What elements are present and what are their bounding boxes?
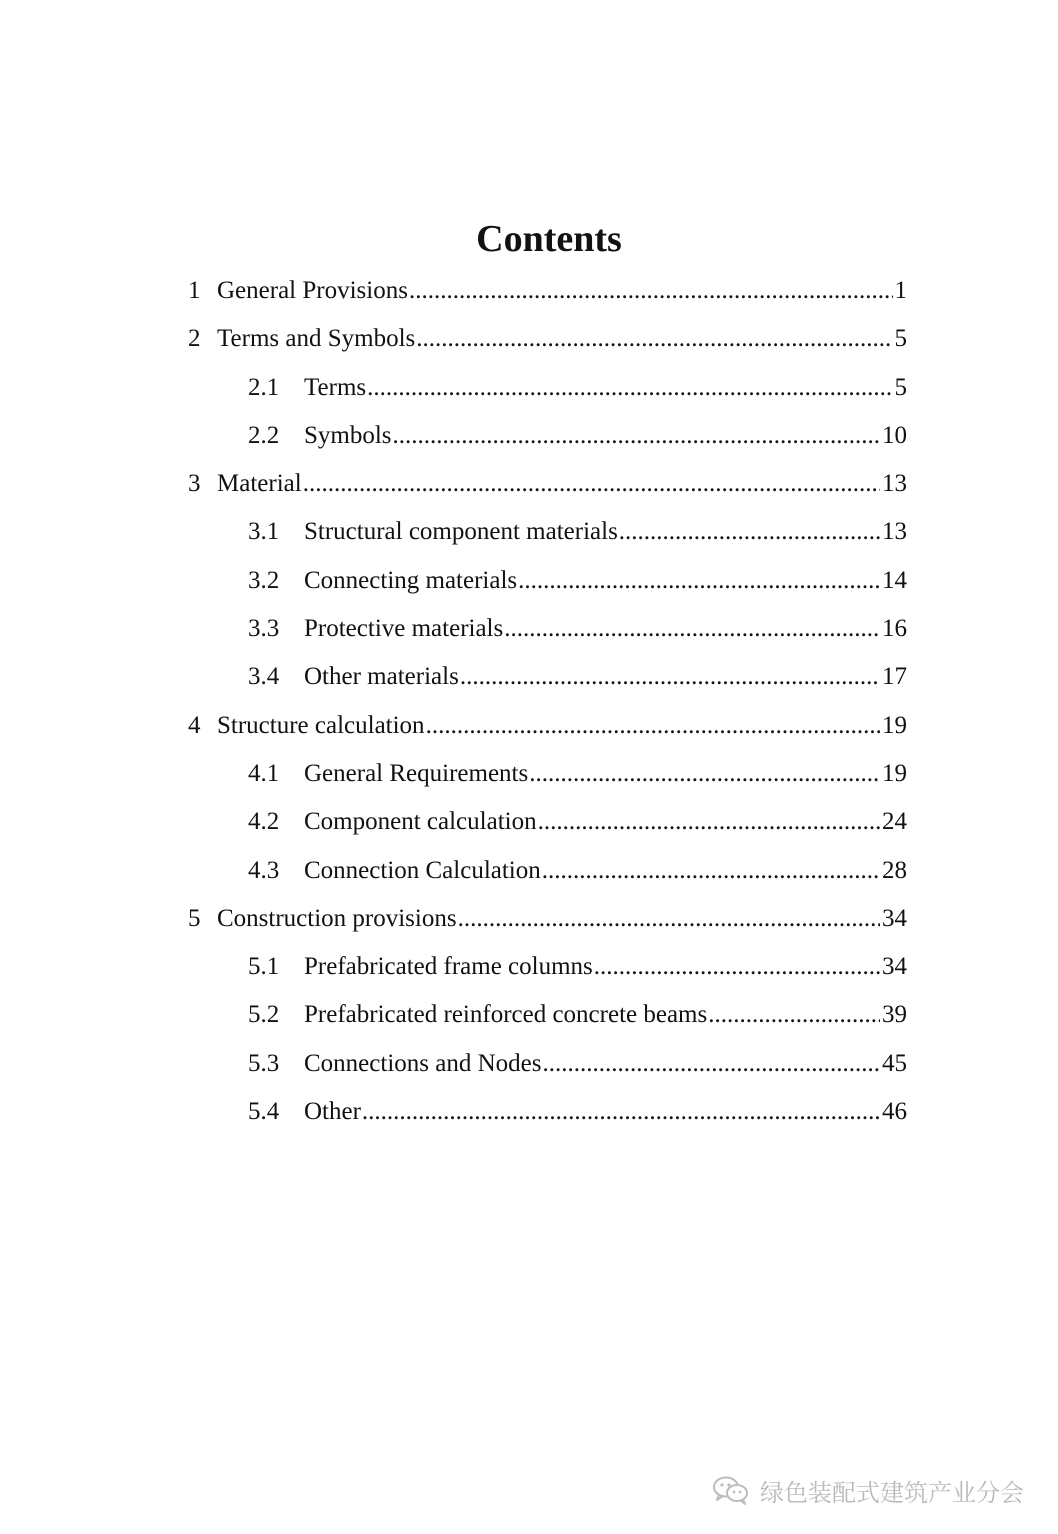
- toc-entry-page: 45: [882, 1049, 907, 1077]
- toc-entry-number: 4.1: [248, 759, 280, 787]
- toc-entry-number: 4: [188, 711, 201, 739]
- table-of-contents: [188, 267, 907, 1136]
- toc-entry-page: 13: [882, 518, 907, 546]
- toc-entry-page: 19: [882, 711, 907, 739]
- toc-entry-number: 3.1: [248, 518, 280, 546]
- toc-entry[interactable]: [188, 460, 907, 508]
- dot-leader: [362, 1088, 880, 1136]
- toc-entry-page: 14: [882, 566, 907, 594]
- toc-entry[interactable]: [188, 750, 907, 798]
- toc-entry-page: 46: [882, 1098, 907, 1126]
- toc-entry[interactable]: [188, 1088, 907, 1136]
- dot-leader: [409, 267, 893, 315]
- toc-entry-number: 2.2: [248, 421, 280, 449]
- toc-entry-page: 13: [882, 470, 907, 498]
- toc-entry[interactable]: [188, 653, 907, 701]
- toc-entry[interactable]: [188, 895, 907, 943]
- dot-leader: [542, 847, 880, 895]
- toc-entry-title: General Requirements: [304, 759, 529, 787]
- toc-entry-number: 5.2: [248, 1001, 280, 1029]
- dot-leader: [538, 798, 880, 846]
- toc-entry-title: Structural component materials: [304, 518, 618, 546]
- dot-leader: [542, 1040, 880, 1088]
- toc-entry-title: Other: [304, 1098, 361, 1126]
- toc-entry-page: 39: [882, 1001, 907, 1029]
- toc-entry-page: 28: [882, 856, 907, 884]
- toc-entry-number: 4.2: [248, 808, 280, 836]
- toc-entry-title: Component calculation: [304, 808, 537, 836]
- toc-entry-number: 5.3: [248, 1049, 280, 1077]
- dot-leader: [594, 943, 880, 991]
- dot-leader: [518, 557, 880, 605]
- toc-entry-title: Protective materials: [304, 615, 504, 643]
- dot-leader: [303, 460, 880, 508]
- page-title: Contents: [476, 218, 622, 261]
- toc-entry-page: 5: [894, 373, 907, 401]
- toc-entry-page: 24: [882, 808, 907, 836]
- toc-entry-title: General Provisions: [217, 277, 408, 304]
- toc-entry-number: 3.4: [248, 663, 280, 691]
- toc-entry-title: Other materials: [304, 663, 459, 691]
- toc-entry-number: 5: [188, 904, 201, 932]
- toc-entry-number: 4.3: [248, 856, 280, 884]
- toc-entry-number: 5.4: [248, 1098, 280, 1126]
- toc-entry[interactable]: [188, 847, 907, 895]
- dot-leader: [393, 412, 880, 460]
- toc-entry[interactable]: [188, 508, 907, 556]
- toc-entry[interactable]: [188, 702, 907, 750]
- dot-leader: [426, 702, 880, 750]
- toc-entry-title: Terms and Symbols: [217, 325, 416, 353]
- toc-entry-number: 3.2: [248, 566, 280, 594]
- watermark-text: 绿色装配式建筑产业分会: [760, 1478, 1024, 1507]
- dot-leader: [708, 991, 880, 1039]
- toc-entry[interactable]: [188, 557, 907, 605]
- toc-entry[interactable]: [188, 1040, 907, 1088]
- toc-entry-number: 5.1: [248, 953, 280, 981]
- toc-entry-title: Structure calculation: [217, 711, 425, 739]
- toc-entry-title: Material: [217, 470, 302, 498]
- toc-entry-page: 16: [882, 615, 907, 643]
- toc-entry-page: 17: [882, 663, 907, 691]
- toc-entry-number: 2: [188, 325, 201, 353]
- toc-entry-page: 10: [882, 421, 907, 449]
- toc-entry-title: Terms: [304, 373, 367, 401]
- toc-entry[interactable]: [188, 267, 907, 315]
- toc-entry-page: 1: [894, 277, 907, 304]
- toc-entry-title: Construction provisions: [217, 904, 457, 932]
- toc-entry-number: 2.1: [248, 373, 280, 401]
- toc-entry-title: Connection Calculation: [304, 856, 541, 884]
- toc-entry-title: Connecting materials: [304, 566, 518, 594]
- dot-leader: [529, 750, 880, 798]
- toc-entry-page: 34: [882, 953, 907, 981]
- toc-entry[interactable]: [188, 364, 907, 412]
- toc-entry-number: 3: [188, 470, 201, 498]
- toc-entry-page: 5: [894, 325, 907, 353]
- toc-entry-title: Prefabricated frame columns: [304, 953, 593, 981]
- dot-leader: [458, 895, 880, 943]
- dot-leader: [460, 653, 880, 701]
- toc-entry[interactable]: [188, 991, 907, 1039]
- toc-entry-page: 34: [882, 904, 907, 932]
- dot-leader: [416, 315, 892, 363]
- wechat-icon: [712, 1474, 750, 1506]
- dot-leader: [504, 605, 880, 653]
- toc-entry[interactable]: [188, 315, 907, 363]
- toc-entry-title: Symbols: [304, 421, 392, 449]
- toc-entry-number: 1: [188, 277, 201, 304]
- toc-entry[interactable]: [188, 798, 907, 846]
- toc-entry[interactable]: [188, 412, 907, 460]
- toc-entry-number: 3.3: [248, 615, 280, 643]
- toc-entry[interactable]: [188, 943, 907, 991]
- toc-entry-title: Prefabricated reinforced concrete beams: [304, 1001, 708, 1029]
- toc-entry-title: Connections and Nodes: [304, 1049, 542, 1077]
- toc-entry[interactable]: [188, 605, 907, 653]
- dot-leader: [619, 508, 880, 556]
- watermark: [712, 1470, 1024, 1510]
- toc-entry-page: 19: [882, 759, 907, 787]
- dot-leader: [367, 364, 892, 412]
